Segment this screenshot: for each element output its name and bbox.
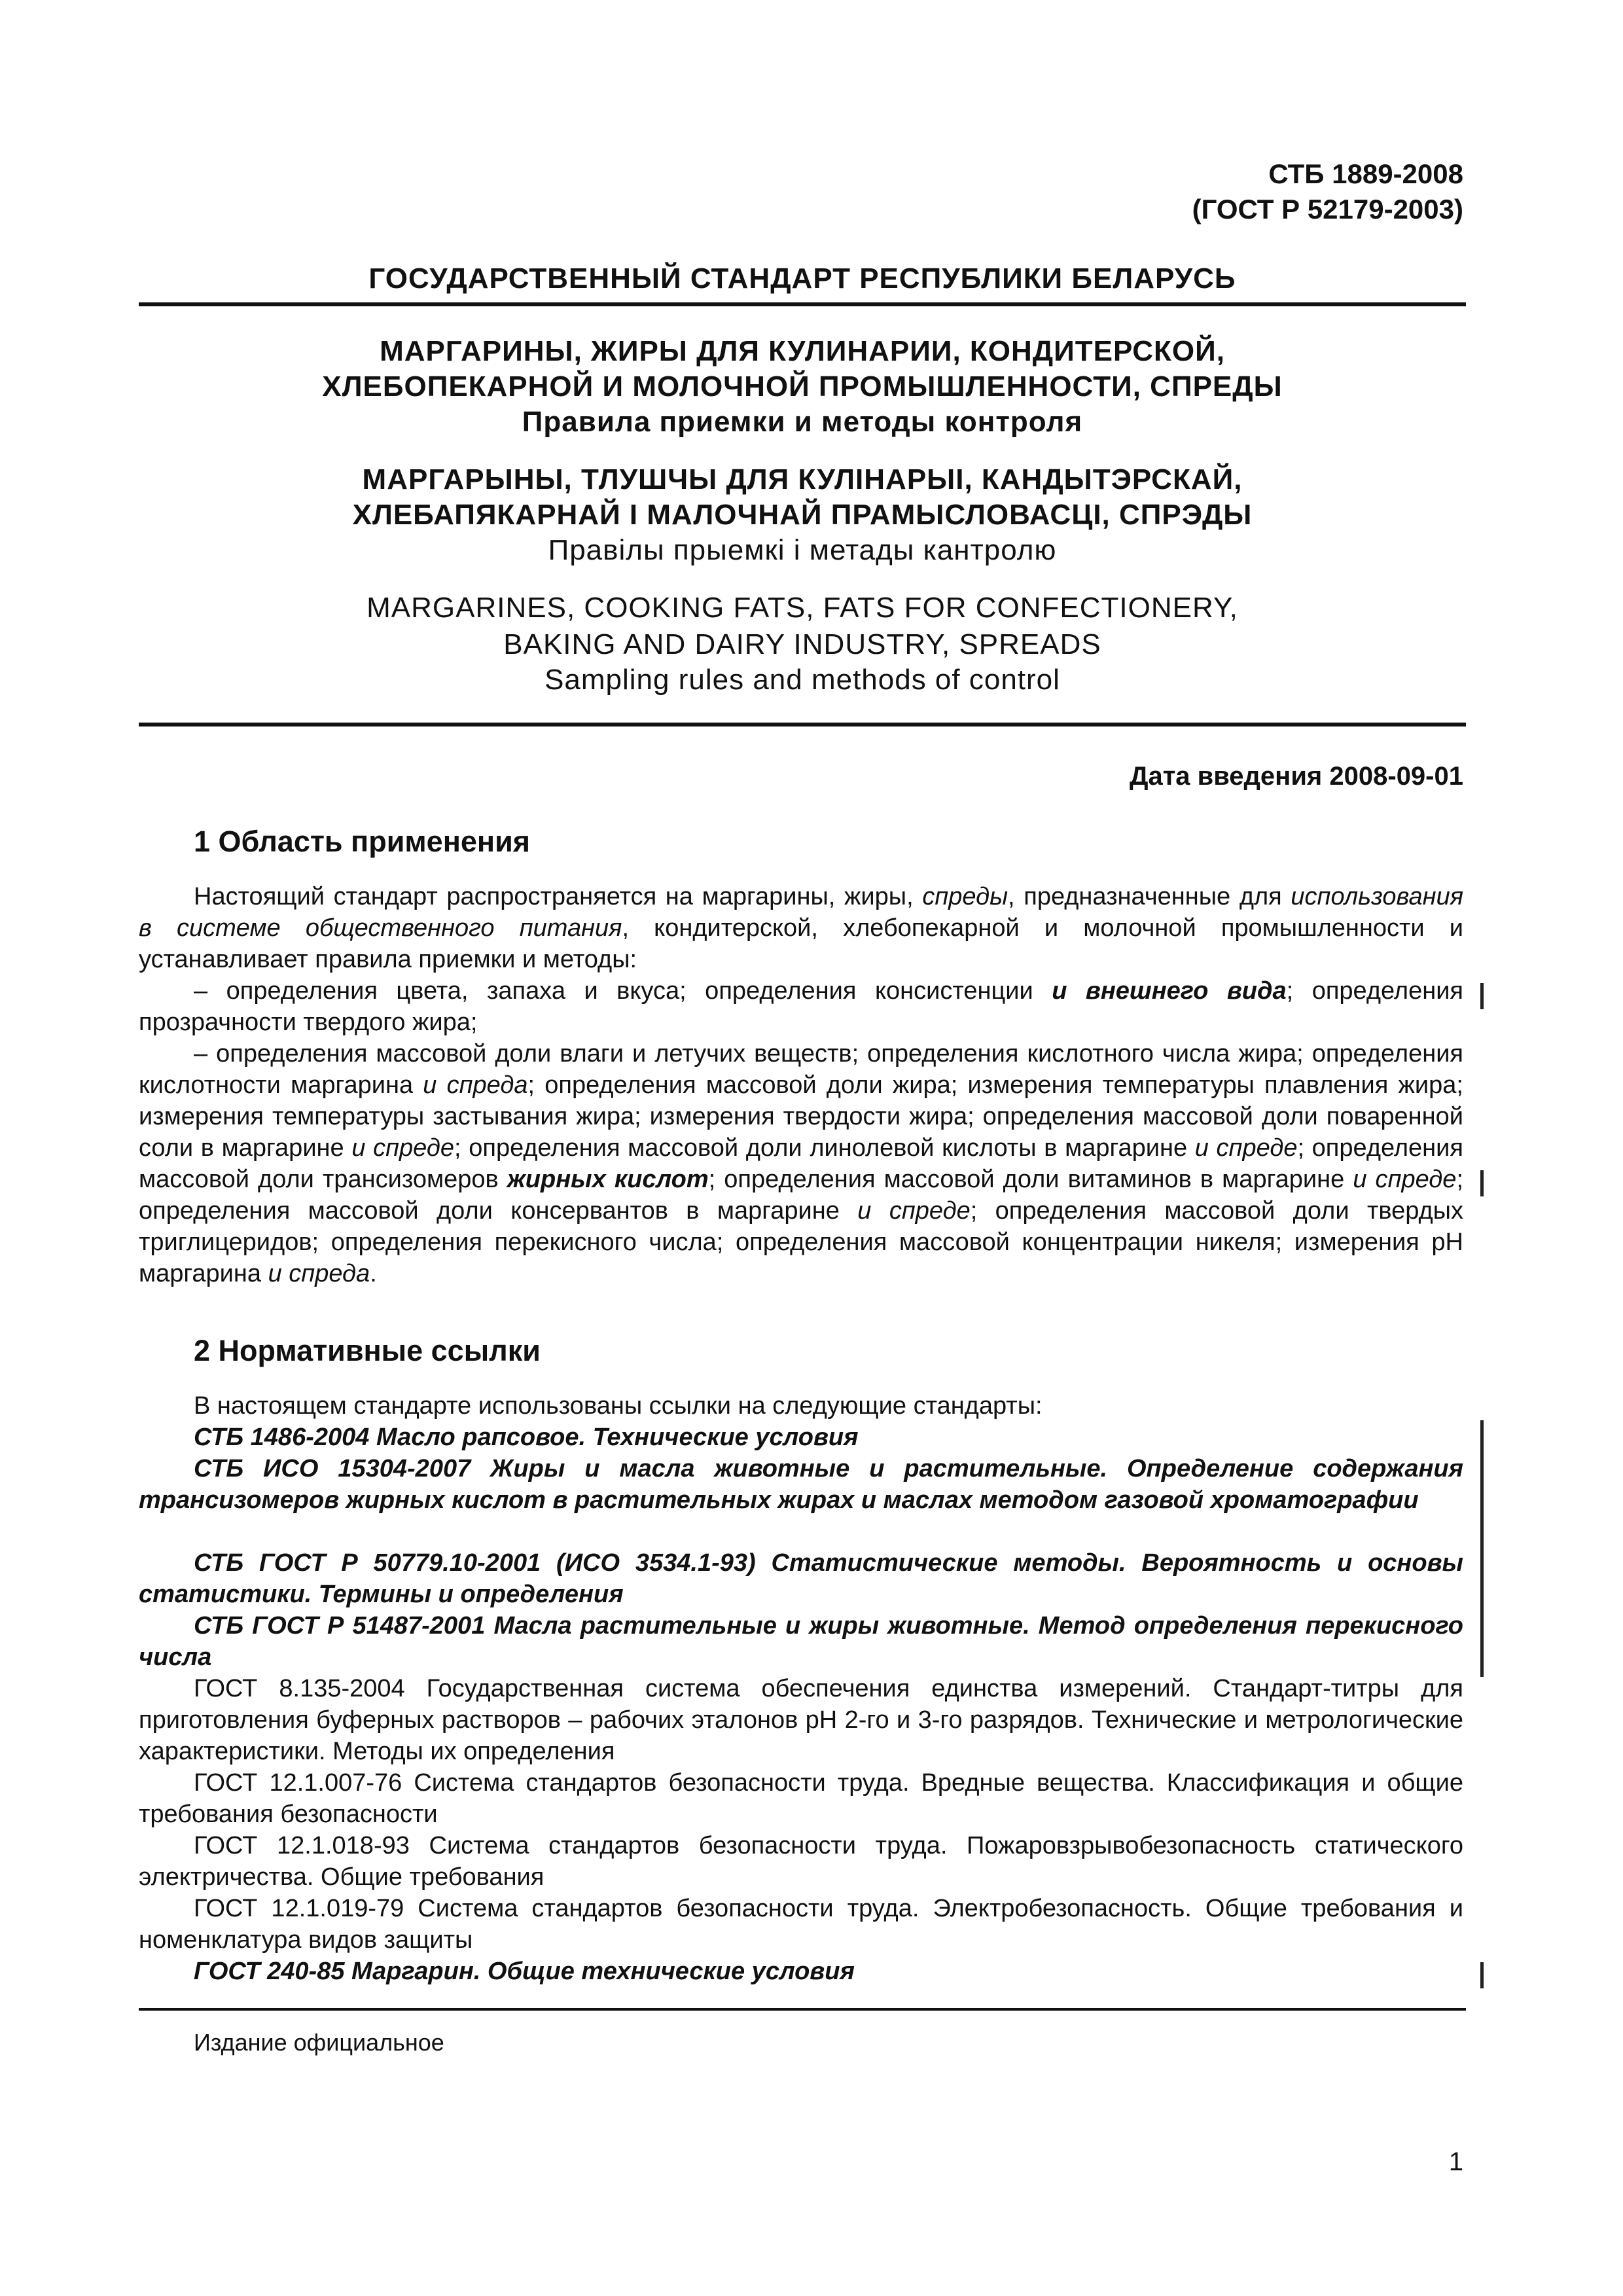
- state-standard-title: ГОСУДАРСТВЕННЫЙ СТАНДАРТ РЕСПУБЛИКИ БЕЛАРУСЬ: [368, 262, 1236, 295]
- reference-item: ГОСТ 8.135-2004 Государственная система обеспечения единства измерений. Стандарт-титры для приготовления буферных растворов – рабочих эталонов pH 2-го и 3-го разрядов. Технические и метрологические характеристики. Методы их определения: [139, 1675, 1463, 1765]
- references-intro: В настоящем стандарте использованы ссылки на следующие стандарты:: [194, 1392, 1043, 1420]
- reference-item: ГОСТ 12.1.007-76 Система стандартов безопасности труда. Вредные вещества. Классификация и общие требования безопасности: [139, 1769, 1463, 1828]
- section1-item-1: – определения цвета, запаха и вкуса; определения консистенции и внешнего вида; определения прозрачности твердого жира;: [139, 977, 1463, 1036]
- change-bar: [1480, 1170, 1484, 1196]
- title-ru-line1: МАРГАРИНЫ, ЖИРЫ ДЛЯ КУЛИНАРИИ, КОНДИТЕРСКОЙ,: [380, 335, 1225, 367]
- standard-code: СТБ 1889-2008: [1268, 158, 1463, 189]
- title-ru-subtitle: Правила приемки и методы контроля: [522, 406, 1083, 438]
- title-by-line2: ХЛЕБАПЯКАРНАЙ І МАЛОЧНАЙ ПРАМЫСЛОВАСЦІ, СПРЭДЫ: [352, 499, 1253, 531]
- change-bar: [1480, 983, 1484, 1009]
- change-bar: [1480, 1962, 1484, 1988]
- title-by-subtitle: Правілы прыемкі і метады кантролю: [548, 534, 1057, 566]
- title-en-subtitle: Sampling rules and methods of control: [544, 664, 1060, 696]
- section1-heading: 1 Область применения: [194, 825, 531, 858]
- edition-note: Издание официальное: [194, 2029, 444, 2056]
- reference-item: СТБ ГОСТ Р 50779.10-2001 (ИСО 3534.1-93) Статистические методы. Вероятность и основы статистики. Термины и определения: [139, 1549, 1463, 1608]
- reference-item: СТБ ИСО 15304-2007 Жиры и масла животные и растительные. Определение содержания трансизомеров жирных кислот в растительных жирах и маслах методом газовой хроматографии: [139, 1455, 1463, 1514]
- gost-code: (ГОСТ Р 52179-2003): [1192, 194, 1463, 224]
- title-en-line1: MARGARINES, COOKING FATS, FATS FOR CONFECTIONERY,: [366, 592, 1238, 624]
- reference-item: СТБ 1486-2004 Масло рапсовое. Технические условия: [194, 1424, 859, 1451]
- section2-heading: 2 Нормативные ссылки: [194, 1334, 541, 1367]
- page-number: 1: [1448, 2147, 1463, 2176]
- change-bar: [1480, 1420, 1484, 1677]
- section1-item-2: – определения массовой доли влаги и летучих веществ; определения кислотного числа жира; определения кислотности маргарина и спреда; определения массовой доли жира; измерения температуры плавления жира; измерения температуры застывания жира; измерения твердости жира; определения массовой доли поваренной соли в маргарине и спреде; определения массовой доли линолевой кислоты в маргарине и спреде; определения массовой доли трансизомеров жирных кислот; определения массовой доли витаминов в маргарине и спреде; определения массовой доли консервантов в маргарине и спреде; определения массовой доли твердых триглицеридов; определения перекисного числа; определения массовой концентрации никеля; измерения pH маргарина и спреда.: [139, 1040, 1463, 1287]
- title-ru-line2: ХЛЕБОПЕКАРНОЙ И МОЛОЧНОЙ ПРОМЫШЛЕННОСТИ, СПРЕДЫ: [322, 370, 1283, 403]
- reference-item: ГОСТ 240-85 Маргарин. Общие технические условия: [194, 1958, 855, 1985]
- title-by-line1: МАРГАРЫНЫ, ТЛУШЧЫ ДЛЯ КУЛІНАРЫІ, КАНДЫТЭРСКАЙ,: [362, 463, 1243, 495]
- reference-item: ГОСТ 12.1.018-93 Система стандартов безопасности труда. Пожаровзрывобезопасность статического электричества. Общие требования: [139, 1832, 1463, 1891]
- header-rule: [139, 302, 1466, 306]
- reference-item: СТБ ГОСТ Р 51487-2001 Масла растительные и жиры животные. Метод определения перекисного числа: [139, 1612, 1463, 1671]
- section1-paragraph: Настоящий стандарт распространяется на маргарины, жиры, спреды, предназначенные для использования в системе общественного питания, кондитерской, хлебопекарной и молочной промышленности и устанавливает правила приемки и методы:: [139, 883, 1464, 973]
- title-en-line2: BAKING AND DAIRY INDUSTRY, SPREADS: [503, 628, 1101, 660]
- reference-item: ГОСТ 12.1.019-79 Система стандартов безопасности труда. Электробезопасность. Общие требования и номенклатура видов защиты: [139, 1895, 1463, 1954]
- introduction-date: Дата введения 2008-09-01: [1129, 762, 1463, 791]
- footer-rule: [139, 2008, 1466, 2011]
- title-rule: [139, 723, 1466, 726]
